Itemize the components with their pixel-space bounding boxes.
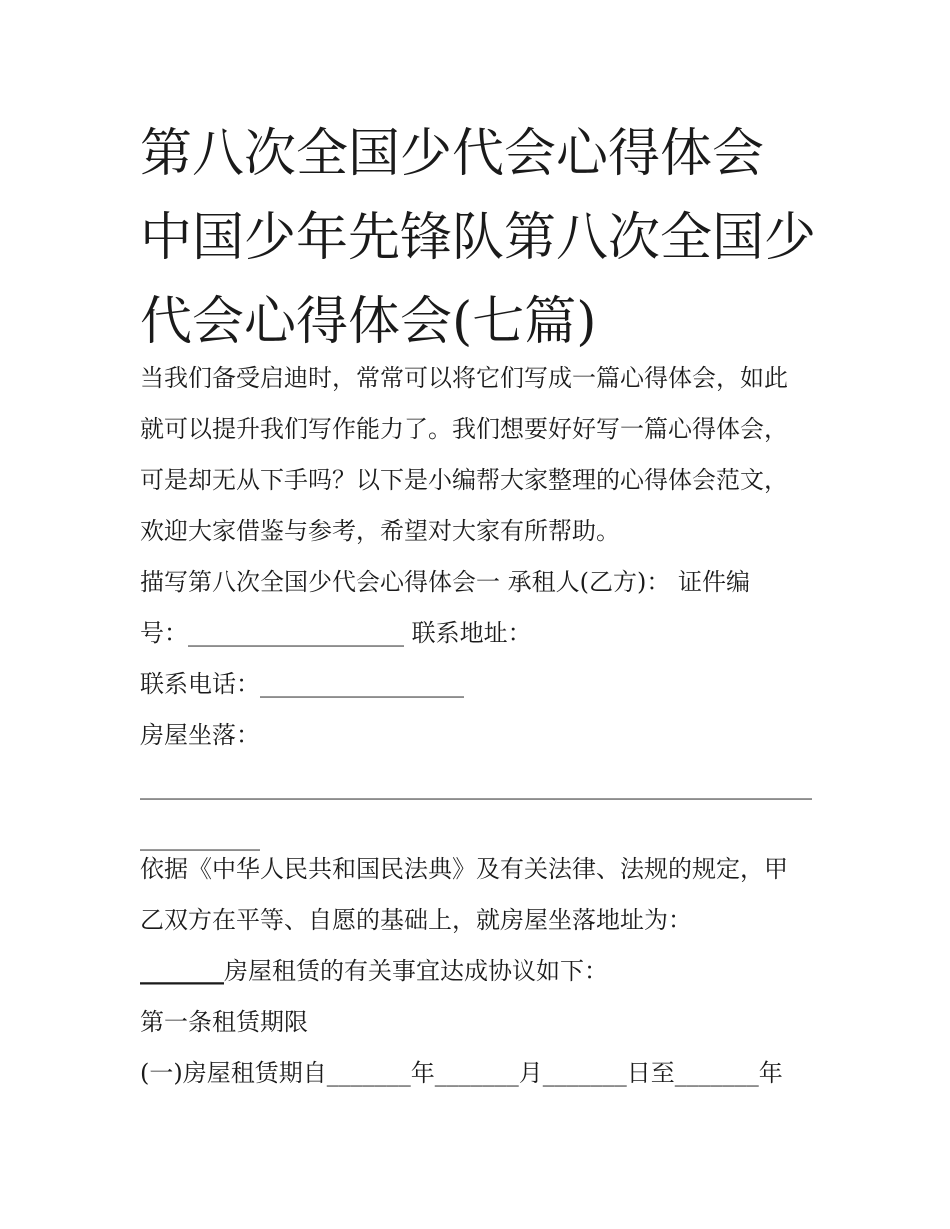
body-line: __________ (140, 823, 260, 851)
body-line: (一)房屋租赁期自_______年_______月_______日至_______年 (140, 1059, 783, 1087)
body-line: ________________________________________________________ (140, 772, 812, 800)
body-line: 联系电话：_________________ (140, 670, 464, 698)
body-line: 房屋坐落： (140, 721, 260, 749)
body-line: 乙双方在平等、自愿的基础上，就房屋坐落地址为： (140, 906, 692, 934)
body-line: 就可以提升我们写作能力了。我们想要好好写一篇心得体会， (140, 415, 788, 443)
body-line: 号：__________________ 联系地址： (140, 619, 532, 647)
body-line: 欢迎大家借鉴与参考，希望对大家有所帮助。 (140, 517, 620, 545)
body-line: 可是却无从下手吗？以下是小编帮大家整理的心得体会范文， (140, 466, 788, 494)
body-line-text: 房屋租赁的有关事宜达成协议如下： (224, 957, 608, 985)
section-heading: 第一条租赁期限 (140, 1008, 308, 1036)
document-title: 第八次全国少代会心得体会 中国少年先锋队第八次全国少代会心得体会(七篇) (140, 124, 817, 352)
body-line: 描写第八次全国少代会心得体会一 承租人(乙方)： 证件编 (140, 568, 750, 596)
body-line: 当我们备受启迪时，常常可以将它们写成一篇心得体会，如此 (140, 364, 788, 392)
body-line: 依据《中华人民共和国民法典》及有关法律、法规的规定，甲 (140, 855, 788, 883)
body-line (140, 955, 608, 987)
address-blank: _______ (140, 956, 224, 985)
